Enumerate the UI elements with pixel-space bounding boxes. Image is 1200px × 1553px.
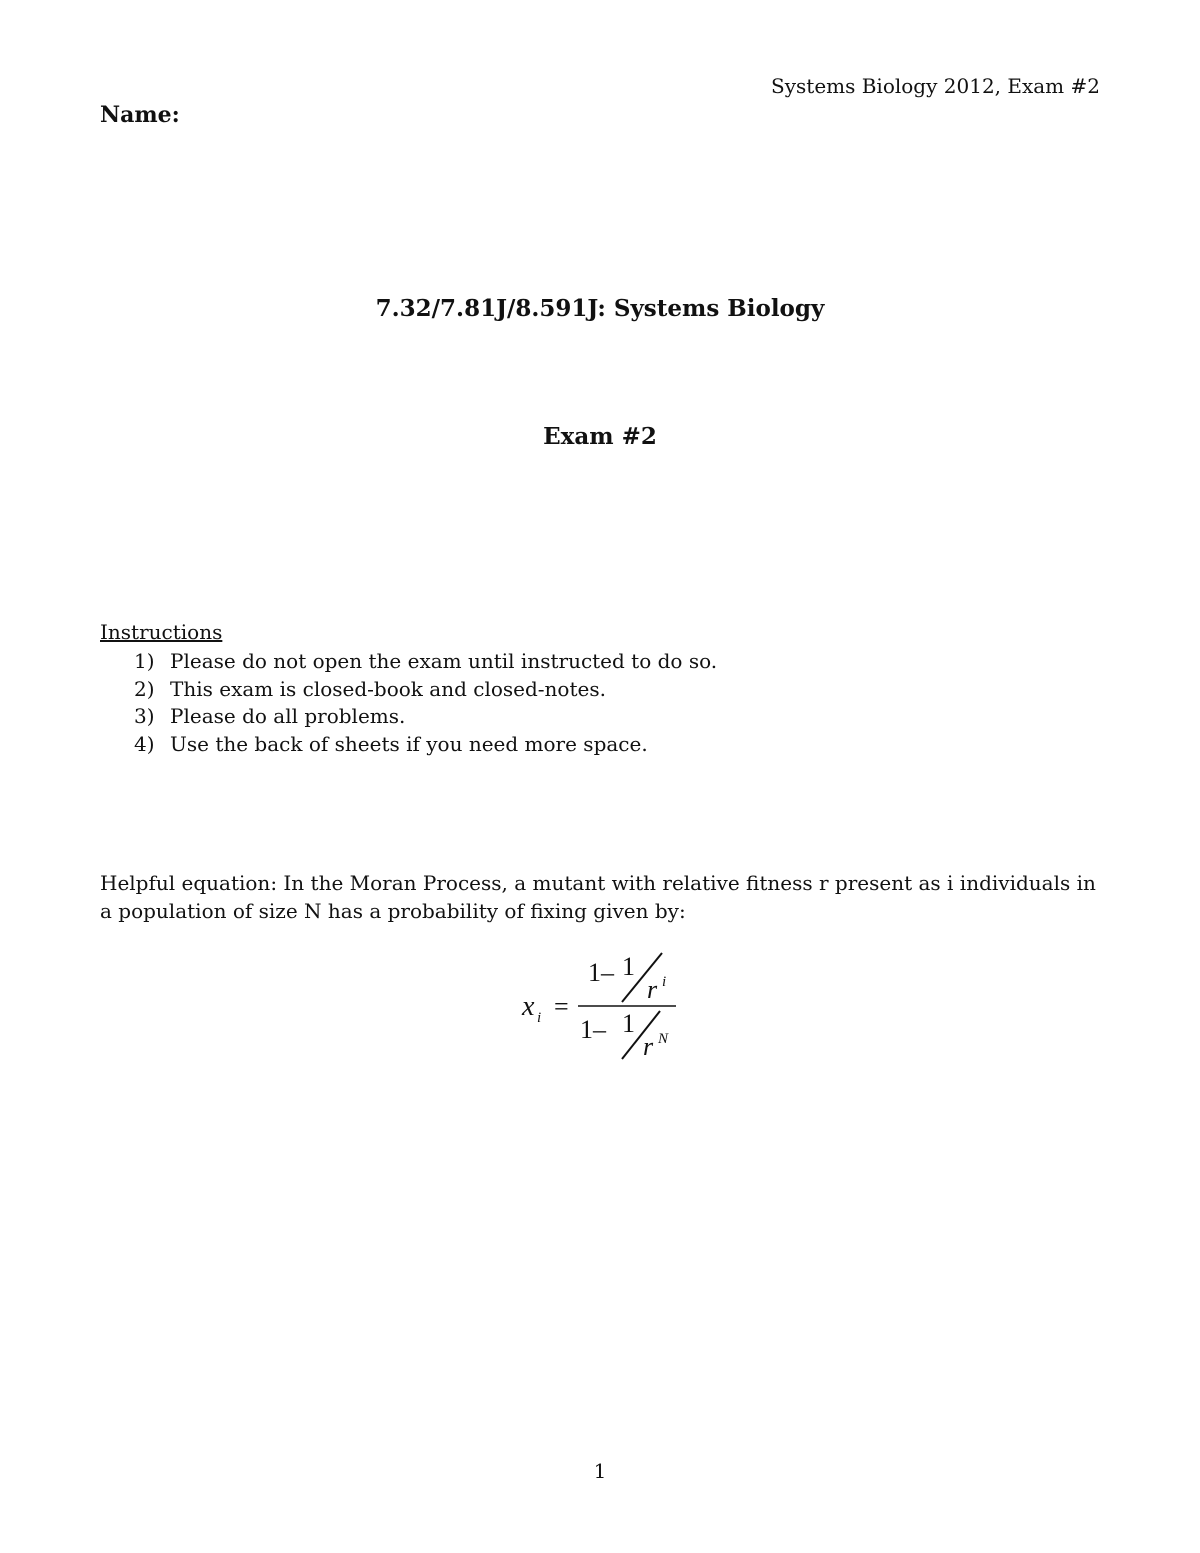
instructions-list — [134, 648, 717, 758]
moran-fixation-equation — [510, 945, 700, 1070]
instruction-text: Use the back of sheets if you need more space. — [170, 731, 648, 756]
instruction-item — [134, 731, 717, 759]
numerator-one: 1 — [622, 952, 635, 981]
denominator-one: 1 — [622, 1009, 635, 1038]
page-number: 1 — [593, 1459, 607, 1483]
instruction-number: 3) — [134, 704, 155, 728]
running-header: Systems Biology 2012, Exam #2 — [771, 74, 1100, 98]
instruction-number: 4) — [134, 731, 155, 756]
instruction-item — [134, 676, 717, 704]
numerator-one-minus: 1– — [588, 958, 614, 987]
instruction-text: Please do not open the exam until instructed to do so. — [170, 649, 718, 673]
name-label: Name: — [100, 102, 180, 128]
instructions-heading: Instructions — [100, 620, 223, 644]
course-title: 7.32/7.81J/8.591J: Systems Biology — [375, 295, 825, 322]
instruction-text: This exam is closed-book and closed-notes. — [170, 676, 606, 701]
numerator-base-r: r — [647, 975, 658, 1004]
instruction-number: 2) — [134, 676, 155, 701]
instruction-item — [134, 648, 717, 676]
instruction-text: Please do all problems. — [170, 704, 406, 728]
helpful-equation-text: Helpful equation: In the Moran Process, a mutant with relative fitness r present as i individuals in a population of size N has a probability of fixing given by: — [100, 871, 1096, 923]
equation-lhs-subscript: i — [537, 1010, 542, 1026]
denominator-one-minus: 1– — [580, 1015, 606, 1044]
instruction-number: 1) — [134, 649, 155, 673]
equation-lhs-variable: x — [522, 991, 535, 1022]
equation-equals-sign: = — [554, 992, 569, 1021]
numerator-exponent: i — [662, 974, 667, 990]
denominator-base-r: r — [643, 1032, 654, 1061]
denominator-exponent: N — [658, 1031, 669, 1047]
exam-title: Exam #2 — [543, 423, 657, 450]
instruction-item — [134, 703, 717, 731]
